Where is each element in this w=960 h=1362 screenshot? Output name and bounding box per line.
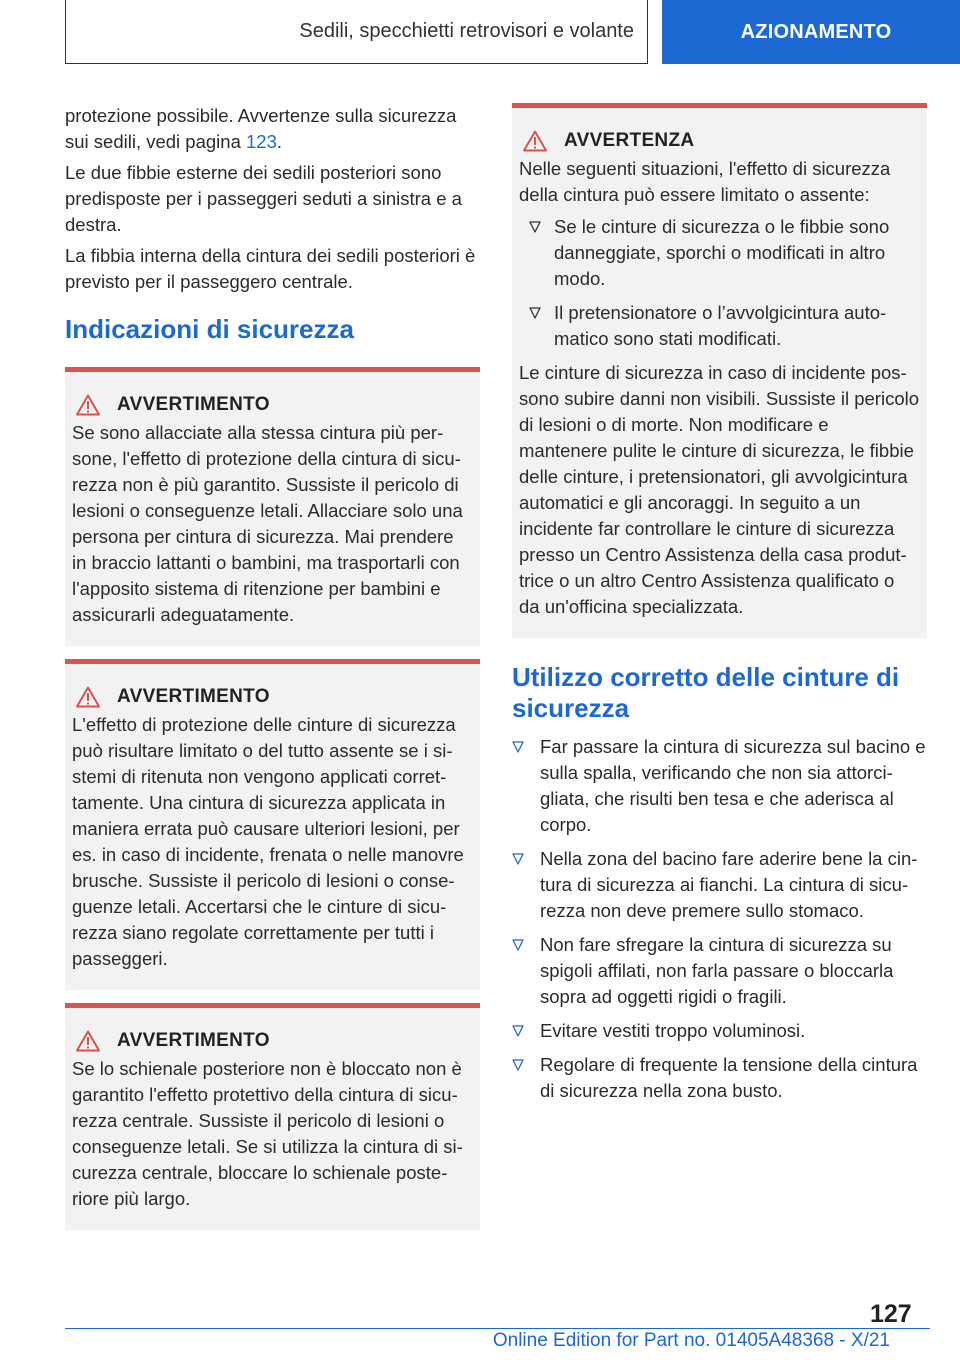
page-number: 127 bbox=[870, 1300, 912, 1328]
warning-triangle-icon bbox=[76, 394, 100, 416]
section-title: AZIONAMENTO bbox=[740, 20, 892, 43]
triangle-bullet-icon bbox=[512, 853, 524, 865]
chapter-title: Sedili, specchietti retrovisori e volante bbox=[299, 20, 634, 42]
list-item: Se le cinture di sicurezza o le fibbie sono danneggiate, sporchi o modificati in altro modo. bbox=[519, 214, 920, 292]
list-item: Nella zona del bacino fare aderire bene la cintura di sicurezza ai fianchi. La cintura di sicurezza non deve premere sullo stomaco. bbox=[512, 846, 927, 924]
warning-list bbox=[519, 214, 920, 352]
warning-title: AVVERTIMENTO bbox=[72, 686, 473, 708]
paragraph-inner-buckle: La fibbia interna della cintura dei sedili posteriori è previsto per il passeggero centrale. bbox=[65, 245, 476, 292]
warning-title: AVVERTENZA bbox=[519, 130, 920, 152]
warning-text: L'effetto di protezione delle cinture di sicurezza può risultare limitato o del tutto assente se i sistemi di ritenuta non vengono applicati correttamente. Una cintura di sicurezza applicata in maniera errata può causare ulteriori lesioni, per es. in caso di incidente, frenata o nelle manovre brusche. Sussiste il pericolo di lesioni o conseguenze letali. Accertarsi che le cinture di sicurezza siano regolate correttamente per tutti i passeggeri. bbox=[72, 714, 464, 969]
warning-text: Se lo schienale posteriore non è bloccato non è garantito l'effetto protettivo della cintura di sicurezza centrale. Sussiste il pericolo di lesioni o conseguenze letali. Se si utilizza la cintura di sicurezza centrale, bloccare lo schienale posteriore più largo. bbox=[72, 1058, 463, 1209]
triangle-bullet-icon bbox=[512, 1025, 524, 1037]
paragraph-outer-buckles: Le due fibbie esterne dei sedili posteriori sono predisposte per i passeggeri seduti a sinistra e a destra. bbox=[65, 162, 462, 235]
warning-box-3 bbox=[65, 1003, 480, 1230]
footer-divider bbox=[65, 1328, 930, 1329]
warning-title: AVVERTIMENTO bbox=[72, 1030, 473, 1052]
triangle-bullet-icon bbox=[512, 1059, 524, 1071]
warning-triangle-icon bbox=[76, 686, 100, 708]
section-tab[interactable] bbox=[662, 0, 960, 64]
paragraph-intro: protezione possibile. Avvertenze sulla sicurezza sui sedili, vedi pagina 123. bbox=[65, 105, 457, 152]
usage-list bbox=[512, 734, 927, 1104]
triangle-bullet-icon bbox=[512, 939, 524, 951]
triangle-bullet-icon bbox=[529, 307, 541, 319]
warning-box-caution bbox=[512, 103, 927, 638]
list-item: Non fare sfregare la cintura di sicurezza su spigoli affilati, non farla passare o bloccarla sopra ad oggetti rigidi o fragili. bbox=[512, 932, 927, 1010]
warning-text: Se sono allacciate alla stessa cintura più persone, l'effetto di protezione della cintura di sicurezza non è più garantito. Sussiste il pericolo di lesioni o conseguenze letali. Allacciare solo una persona per cintura di sicurezza. Mai prendere in braccio lattanti o bambini, ma trasportarli con l'apposito sistema di ritenzione per bambini e assicurarli adeguatamente. bbox=[72, 422, 463, 625]
list-item: Far passare la cintura di sicurezza sul bacino e sulla spalla, verificando che non sia attorcigliata, che risulti ben tesa e che aderisca al corpo. bbox=[512, 734, 927, 838]
heading-safety: Indicazioni di sicurezza bbox=[65, 314, 354, 344]
warning-box-1 bbox=[65, 367, 480, 646]
list-item: Regolare di frequente la tensione della cintura di sicurezza nella zona busto. bbox=[512, 1052, 927, 1104]
warning-outro: Le cinture di sicurezza in caso di incidente possono subire danni non visibili. Sussiste il pericolo di lesioni o di morte. Non modificare e mantenere pulite le cinture di sicurezza, le fibbie delle cinture, i pretensionatori, gli avvolgicintura automatici e gli ancoraggi. In seguito a un incidente far controllare le cinture di sicurezza presso un Centro Assistenza della casa produttrice o un altro Centro Assistenza qualificato o da un'officina specializzata. bbox=[519, 362, 920, 617]
warning-triangle-icon bbox=[523, 130, 547, 152]
edition-footer: Online Edition for Part no. 01405A48368 - X/21 bbox=[492, 1330, 890, 1351]
warning-box-2 bbox=[65, 659, 480, 990]
warning-intro: Nelle seguenti situazioni, l'effetto di sicurezza della cintura può essere limitato o assente: bbox=[519, 158, 891, 205]
warning-triangle-icon bbox=[76, 1030, 100, 1052]
triangle-bullet-icon bbox=[512, 741, 524, 753]
heading-correct-use: Utilizzo corretto delle cinture di sicurezza bbox=[512, 662, 900, 723]
triangle-bullet-icon bbox=[529, 221, 541, 233]
right-column bbox=[512, 103, 927, 1112]
page-link[interactable]: 123 bbox=[246, 131, 277, 152]
chapter-header bbox=[65, 0, 648, 64]
list-item: Il pretensionatore o l’avvolgicintura automatico sono stati modificati. bbox=[519, 300, 920, 352]
list-item: Evitare vestiti troppo voluminosi. bbox=[512, 1018, 927, 1044]
left-column bbox=[65, 103, 480, 1230]
warning-title: AVVERTIMENTO bbox=[72, 394, 473, 416]
